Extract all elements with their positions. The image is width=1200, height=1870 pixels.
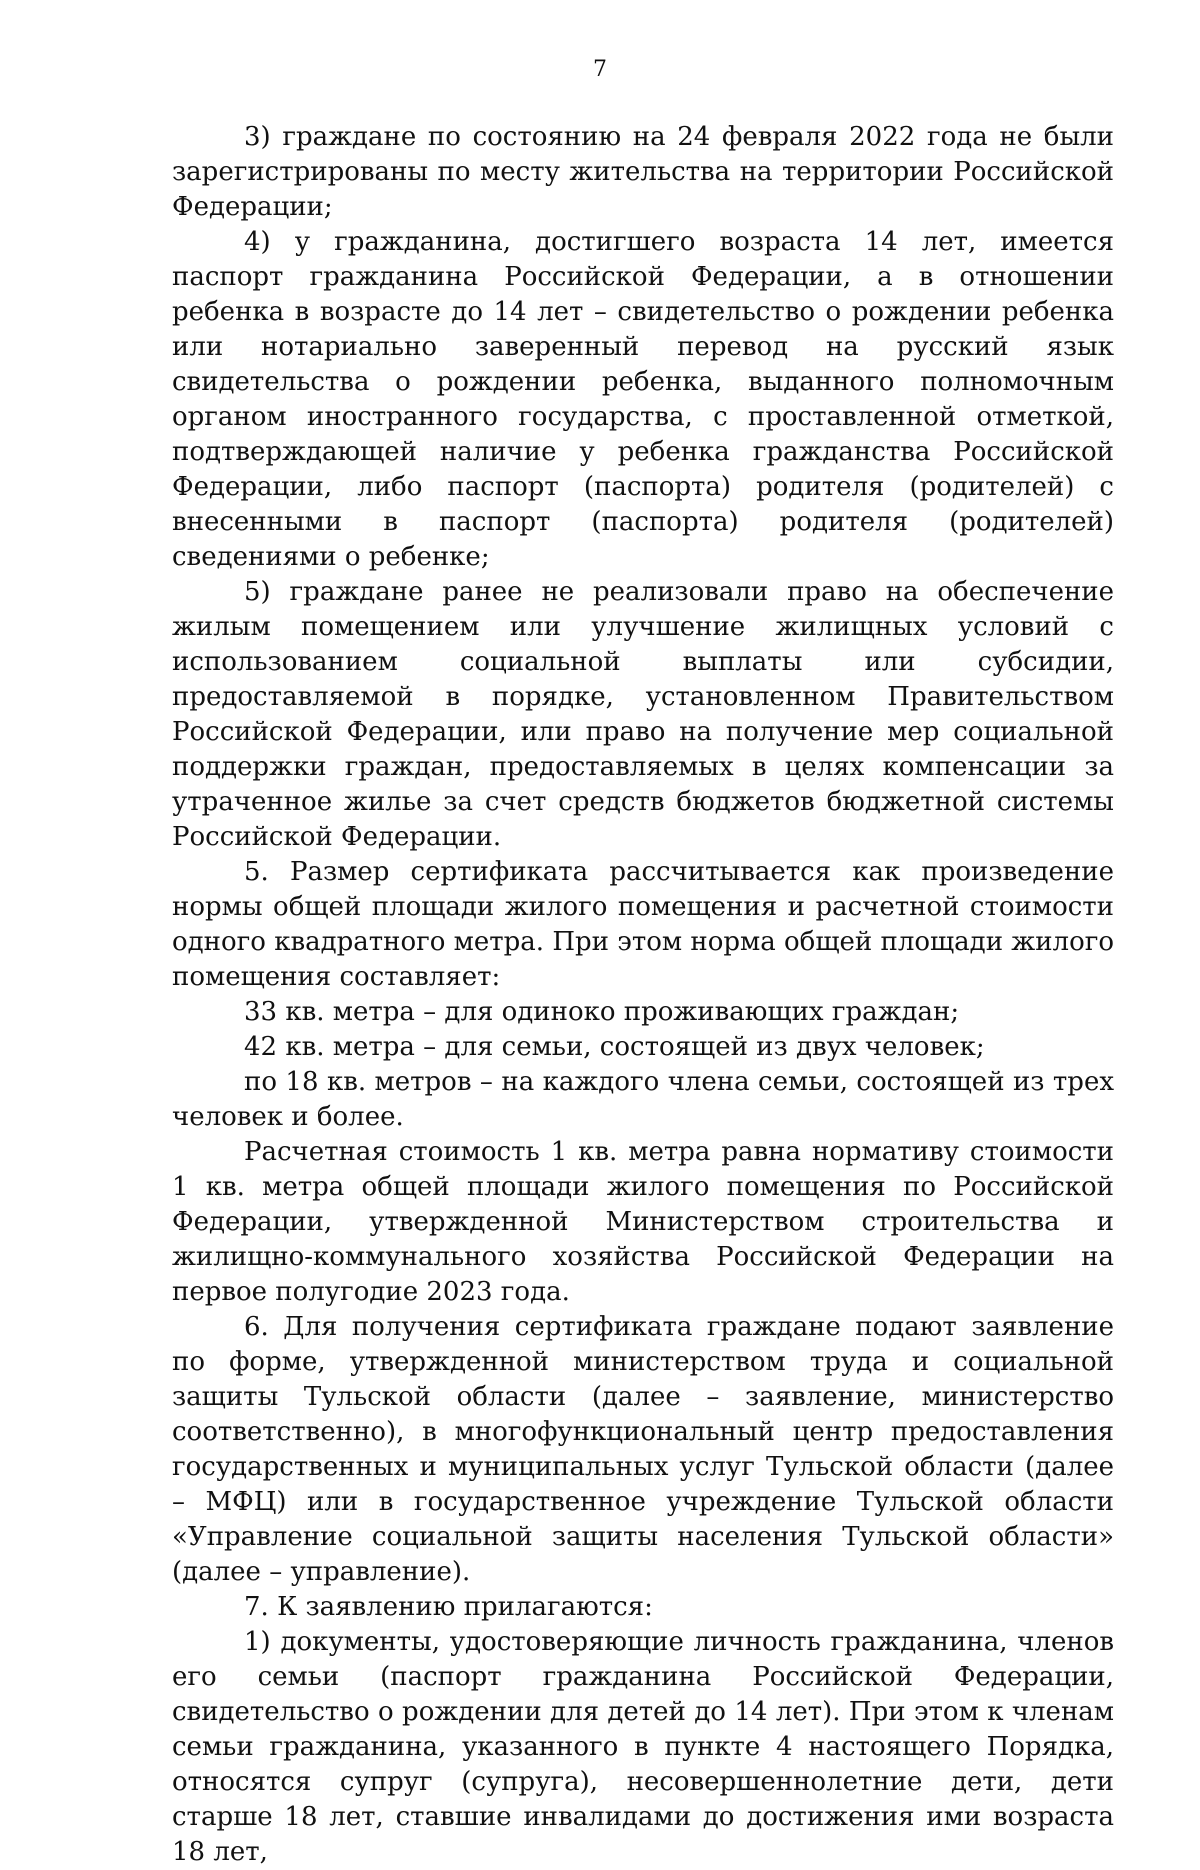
paragraph-clause-6: 6. Для получения сертификата граждане подают заявление по форме, утвержденной министерством труда и социальной защиты Тульской области (далее – заявление, министерство соответственно), в многофункциональный центр предоставления государственных и муниципальных услуг Тульской области (далее – МФЦ) или в государственное учреждение Тульской области «Управление социальной защиты населения Тульской области» (далее – управление). xyxy=(172,1312,1114,1587)
paragraph-clause-7: 7. К заявлению прилагаются: xyxy=(244,1592,653,1622)
paragraph-cost: Расчетная стоимость 1 кв. метра равна нормативу стоимости 1 кв. метра общей площади жилого помещения по Российской Федерации, утвержденной Министерством строительства и жилищно-коммунального хозяйства Российской Федерации на первое полугодие 2023 года. xyxy=(172,1137,1114,1307)
paragraph-norm-33: 33 кв. метра – для одиноко проживающих граждан; xyxy=(244,997,960,1027)
document-body xyxy=(172,120,1114,1870)
paragraph-norm-18: по 18 кв. метров – на каждого члена семьи, состоящей из трех человек и более. xyxy=(172,1067,1114,1132)
paragraph-clause-7-item-1: 1) документы, удостоверяющие личность гражданина, членов его семьи (паспорт гражданина Российской Федерации, свидетельство о рождении для детей до 14 лет). При этом к членам семьи гражданина, указанного в пункте 4 настоящего Порядка, относятся супруг (супруга), несовершеннолетние дети, дети старше 18 лет, ставшие инвалидами до достижения ими возраста 18 лет, xyxy=(172,1627,1114,1867)
paragraph-item-5: 5) граждане ранее не реализовали право на обеспечение жилым помещением или улучшение жилищных условий с использованием социальной выплаты или субсидии, предоставляемой в порядке, установленном Правительством Российской Федерации, или право на получение мер социальной поддержки граждан, предоставляемых в целях компенсации за утраченное жилье за счет средств бюджетов бюджетной системы Российской Федерации. xyxy=(172,577,1114,852)
paragraph-item-4: 4) у гражданина, достигшего возраста 14 лет, имеется паспорт гражданина Российской Федерации, а в отношении ребенка в возрасте до 14 лет – свидетельство о рождении ребенка или нотариально заверенный перевод на русский язык свидетельства о рождении ребенка, выданного полномочным органом иностранного государства, с проставленной отметкой, подтверждающей наличие у ребенка гражданства Российской Федерации, либо паспорт (паспорта) родителя (родителей) с внесенными в паспорт (паспорта) родителя (родителей) сведениями о ребенке; xyxy=(172,227,1114,572)
paragraph-clause-5: 5. Размер сертификата рассчитывается как произведение нормы общей площади жилого помещения и расчетной стоимости одного квадратного метра. При этом норма общей площади жилого помещения составляет: xyxy=(172,857,1114,992)
page-number: 7 xyxy=(593,57,607,82)
paragraph-norm-42: 42 кв. метра – для семьи, состоящей из двух человек; xyxy=(244,1032,985,1062)
paragraph-item-3: 3) граждане по состоянию на 24 февраля 2022 года не были зарегистрированы по месту жительства на территории Российской Федерации; xyxy=(172,122,1114,222)
